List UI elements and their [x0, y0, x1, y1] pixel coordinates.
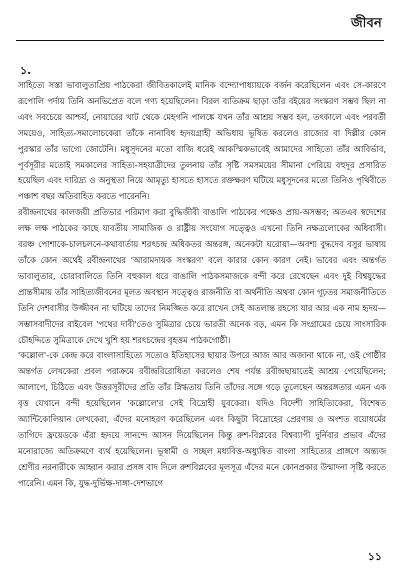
paragraph: 'কল্লোল'-কে কেন্দ্র করে বাংলাসাহিত্যে সত্যেও ইতিহাসের ছায়ার উপরে আজ আর অজানা থাকে না, ওই গোষ্ঠীর অন্তর্গত লেখকেরা প্রবল পরাক্রমে রবীন্দ্রবিরোধিতা করলেও শেষ পর্যন্ত রবীন্দ্রছায়াতেই আশ্রয় পেয়েছিলেন; আলাপে, চিঠিতে এবং উত্তরসূরীদের প্রতি তাঁর স্নিগ্ধতায় তিনি তাঁদের সঙ্গে গড়ে তুলেছেন অন্তরঙ্গতার এমন এক বৃত্ত যেখানে বন্দী হয়েছিলেন 'কল্লোলে'র সেই বিদ্রোহী যুবকেরা। যদিও বিদেশী সাহিত্যিকেরা, বিশেষত অ্যান্টিকোলিয়ান লেখকেরা, এঁদের মনোহরণ করেছিলেন এবং কিছুটা বিদ্রোহের প্রেরণায় ও অংশত বয়োধর্মের তাগিদে ফ্রয়েডকে এঁরা হৃদয়ে সানন্দে আসন দিয়েছিলেন কিন্তু রুশ-বিপ্লবের বিশ্বব্যাপী দুর্নিবার প্রভাব এঁদের মনোরাজ্যে অতিক্রমণে ব্যর্থ হয়েছিলেন। ভূস্বামী ও সচ্ছল মধ্যবিত্ত-অধ্যুষিত বাংলা সাহিত্যের প্রাঙ্গণে অন্ত্যজ শ্রেণীর নরনারীকে আহ্বান করার প্রসঙ্গ বাদ দিলে রুশবিপ্লবের মূলসূত্র এঁদের মনে কোনপ্রকার উন্মাদনা সৃষ্টি করতে পারেনি। এমন কি, যুদ্ধ-দুর্ভিক্ষ-দাঙ্গা-দেশভাগে [18, 350, 386, 488]
body-text [18, 78, 386, 549]
paragraph: রবীন্দ্রনাথের কালজয়ী প্রতিভার পরিমাণ করা বুদ্ধিজীবী বাঙালি পাঠকের পক্ষেও প্রায়-অসম্ভব; অতএব স্বদেশের লক্ষ লক্ষ পাঠকের কাছে যাবতীয় সামাজিক ও রাষ্ট্রীয় সংযোগ সত্ত্বেও এখনো তিনি নক্ষত্রলোকের অধিবাসী। বরঞ্চ পোশাকে-চালচলনে-কথাবার্তায় শরৎচন্দ্র অধিকতর অন্তরঙ্গ, অনেকটা ঘরোয়া—অবশ্য বুদ্ধদেব বসুর ভাষায় তাঁকে কোন অর্থেই রবীন্দ্রনাথের 'আরামদায়ক সংস্করণ' বলে কারার কোন কারণ নেই। ভাবের এবং অন্তর্গত ভাবালুতার, চোরাবালিতে তিনি বহুকাল ধরে বাঙালি পাঠকসমাজকে বন্দী করে রেখেছেন এবং দুই বিশ্বযুদ্ধের প্রান্তসীমায় তাঁর সাহিত্যজীবনের মূলত অবস্থান সত্ত্বেও রাজনীতি বা অর্থনীতি অথবা কোন গূঢ়তর সমাজনীতিতে তিনি দেশবাসীর উজ্জীবন না ঘটিয়ে তাদের নিমজ্জিত করে রাখেন সেই অতলান্ত রহস্যে যার আর এক নাম হৃদয়—সম্ভাসবাদীদের বাইবেল 'পথের দাবী'তেও সুমিত্রার চেয়ে ভারতী অনেক বড়, এমন কি সংগ্রামের চেয়ে সাংসারিক চৌহদ্দিতে সুমিত্রাকে দেখে খুশি হয় শরৎচন্দ্রের বৃহত্তম পাঠকগোষ্ঠী। [18, 207, 386, 345]
section-number: ১. [20, 64, 32, 77]
page-number: ১১ [367, 550, 382, 563]
header-rule [16, 40, 384, 41]
paragraph: সাহিত্যে সস্তা ভাবালুতাপ্রিয় পাঠকেরা জীবিতকালেই মানিক বন্দ্যোপাধ্যায়কে বর্জন করেছিলেন এবং সে-কারণে রূপোলি পর্দায় তিনি অনভিপ্রেত বলে গণ্য হয়েছিলেন। বিরল ব্যতিক্রম ছাড়া তাঁর বইয়ের সংস্করণ সম্ভব ছিল না এবং সবচেয়ে আশ্চর্য, নোয়ারের খাট থেকে মেহগনি পালঙ্কে যখন তাঁর আশ্রয় সম্ভব হল, তৎকালে এবং পরবর্তী সময়েও, সাহিত্য-সমালোচকেরা তাঁকে নানাবিধ হৃদয়গ্রাহী অভিধায় ভূষিত করলেও রাজ্যের বা দিল্লীর কোন পুরস্কার তাঁর ভাগ্যে জোটেনি। মধুসূদনের মতো বাজি ধরেই আকস্মিকভাবেই আমাদের সাহিত্যে তাঁর আবির্ভাব, পূর্বসূরীর মতোই সমকালের সাহিত্য-সহযাত্রীদের তুলনায় তাঁর সৃষ্টি সমসময়ের সীমানা পেরিয়ে বহুদূর প্রসারিত হয়েছিল এবং দারিদ্র্য ও অনুস্থতা নিয়ে আমৃত্যু হাসতে হাসতে রক্তক্ষরণ ঘটিয়ে মধুসূদনের মতো তিনিও পৃথিবীতে পঞ্চাশ বছর অতিবাহিত করতে পারেননি। [18, 80, 386, 202]
running-title: জীবন [351, 16, 382, 31]
